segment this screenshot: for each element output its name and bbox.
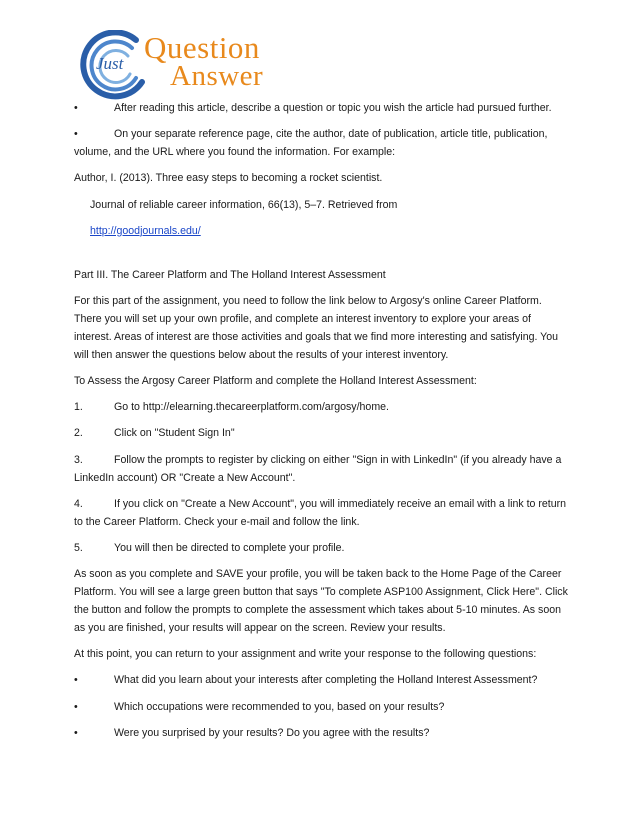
step-text: If you click on "Create a New Account", you will immediately receive an email with a link to return to the Career Platform. Check your e-mail and follow the link. xyxy=(74,497,567,528)
bullet-text: After reading this article, describe a question or topic you wish the article had pursued further. xyxy=(114,102,552,114)
step-number: 1. xyxy=(74,401,83,414)
step-number: 5. xyxy=(74,541,83,554)
step-item xyxy=(74,451,568,487)
question-text: Were you surprised by your results? Do you agree with the results? xyxy=(114,726,430,739)
citation-journal-line: Journal of reliable career information, 66(13), 5–7. Retrieved from xyxy=(90,198,398,211)
bullet-marker: • xyxy=(74,674,78,687)
bullet-marker: • xyxy=(74,128,78,141)
step-text: Go to http://elearning.thecareerplatform.com/argosy/home. xyxy=(114,401,389,414)
step-item xyxy=(74,495,568,531)
question-item xyxy=(74,671,568,689)
document-body xyxy=(74,99,568,750)
question-item xyxy=(74,698,568,716)
question-text: What did you learn about your interests after completing the Holland Interest Assessment? xyxy=(114,674,538,687)
bullet-item xyxy=(74,125,568,161)
steps-intro: To Assess the Argosy Career Platform and complete the Holland Interest Assessment: xyxy=(74,374,477,387)
citation-url-line xyxy=(74,222,568,240)
question-item xyxy=(74,724,568,742)
bullet-text: On your separate reference page, cite the author, date of publication, article title, publication, volume, and the URL where you found the information. For example: xyxy=(74,128,548,159)
after-save-paragraph: As soon as you complete and SAVE your profile, you will be taken back to the Home Page of the Career Platform. You will see a large green button that says "To complete ASP100 Assignment, Click Here". Click the button and follow the prompts to complete the assessment which takes about 5-10 minutes. As soon as you are finished, your results will appear on the screen. Review your results. xyxy=(74,568,568,635)
step-item xyxy=(74,398,568,416)
logo-text-question: Question xyxy=(144,30,260,65)
step-item xyxy=(74,539,568,557)
citation-author-line: Author, I. (2013). Three easy steps to becoming a rocket scientist. xyxy=(74,172,383,185)
step-item xyxy=(74,424,568,442)
section-heading: Part III. The Career Platform and The Holland Interest Assessment xyxy=(74,268,386,281)
bullet-marker: • xyxy=(74,726,78,739)
step-text: Click on "Student Sign In" xyxy=(114,427,235,440)
citation-url-link[interactable]: http://goodjournals.edu/ xyxy=(90,224,201,237)
bullet-item xyxy=(74,99,568,117)
spacer xyxy=(74,248,568,266)
site-logo xyxy=(74,30,284,102)
question-text: Which occupations were recommended to you, based on your results? xyxy=(114,700,445,713)
logo-text-answer: Answer xyxy=(170,60,264,92)
section-intro-paragraph: For this part of the assignment, you need to follow the link below to Argosy's online Career Platform. There you will set up your own profile, and complete an interest inventory to explore your areas of interest. Areas of interest are those activities and goals that we find more interesting and satisfying. You will then answer the questions below about the results of your interest inventory. xyxy=(74,294,559,361)
bullet-marker: • xyxy=(74,700,78,713)
step-text: Follow the prompts to register by clicking on either "Sign in with LinkedIn" (if you already have a LinkedIn account) OR "Create a New Account". xyxy=(74,453,562,484)
step-number: 4. xyxy=(74,497,83,510)
step-number: 3. xyxy=(74,453,83,466)
bullet-marker: • xyxy=(74,102,78,114)
return-paragraph: At this point, you can return to your assignment and write your response to the following questions: xyxy=(74,648,537,661)
step-number: 2. xyxy=(74,427,83,440)
logo-script-text: Just xyxy=(96,54,124,73)
step-text: You will then be directed to complete your profile. xyxy=(114,541,345,554)
